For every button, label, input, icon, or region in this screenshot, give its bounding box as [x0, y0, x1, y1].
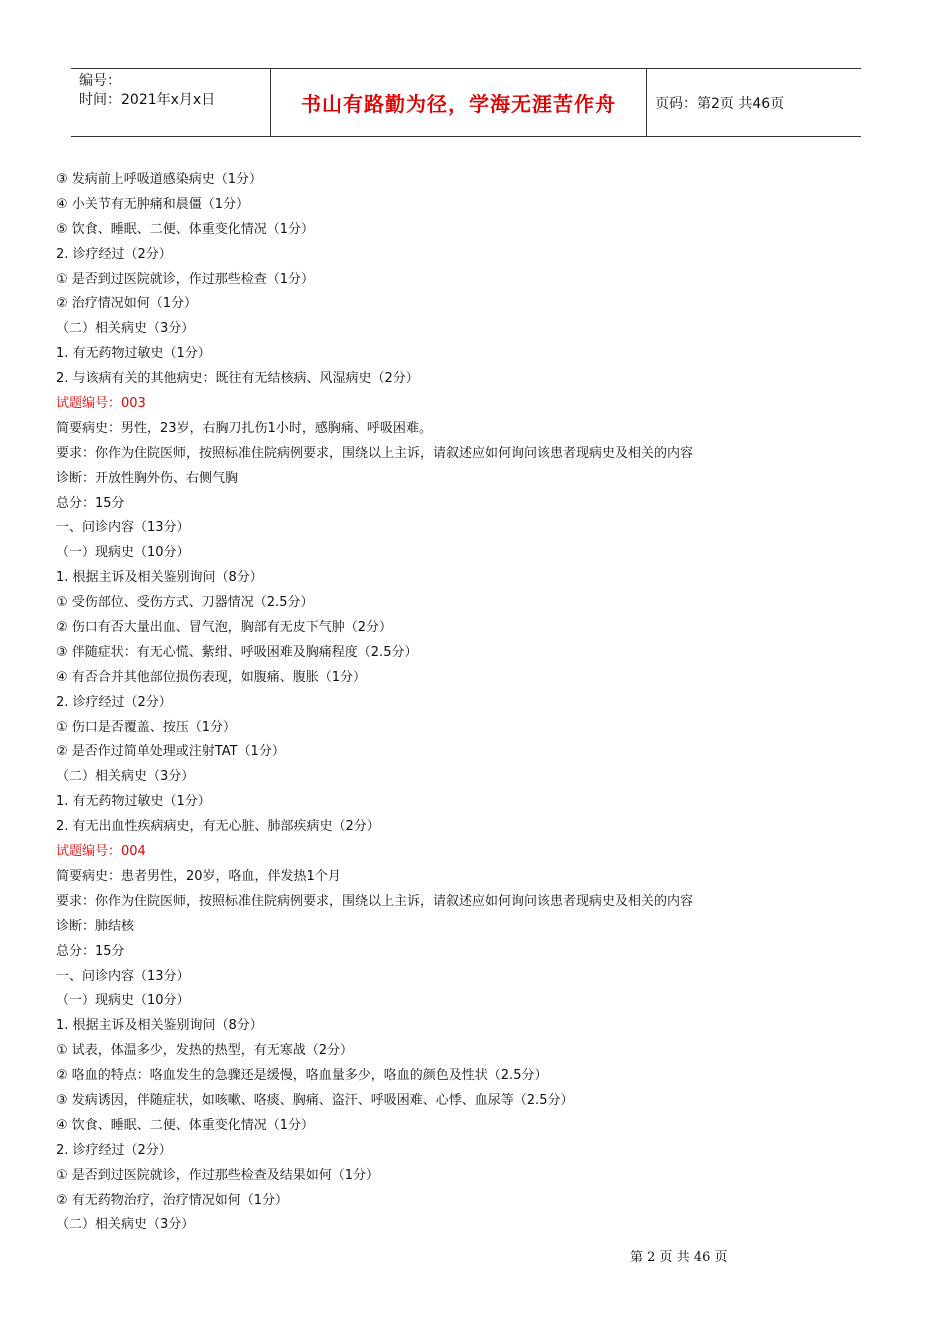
- page-footer: 第 2 页 共 46 页: [630, 1250, 728, 1265]
- text-line: 1. 根据主诉及相关鉴别询问（8分）: [56, 1018, 263, 1034]
- text-line: 简要病史：患者男性，20岁，咯血，伴发热1个月: [56, 868, 341, 884]
- text-line: ① 试表，体温多少，发热的热型，有无寒战（2分）: [56, 1043, 354, 1059]
- header-page-info: 页码：第2页 共46页: [655, 95, 785, 112]
- text-line: ① 是否到过医院就诊，作过那些检查及结果如何（1分）: [56, 1167, 380, 1183]
- text-line: 一、问诊内容（13分）: [56, 968, 190, 984]
- text-line: （二）相关病史（3分）: [56, 321, 195, 337]
- text-line: ② 伤口有否大量出血、冒气泡，胸部有无皮下气肿（2分）: [56, 620, 393, 636]
- text-line: ① 是否到过医院就诊，作过那些检查（1分）: [56, 271, 315, 287]
- text-line: 1. 有无药物过敏史（1分）: [56, 794, 211, 810]
- text-line: 简要病史：男性，23岁，右胸刀扎伤1小时，感胸痛、呼吸困难。: [56, 420, 432, 436]
- text-line: 诊断：肺结核: [56, 918, 135, 934]
- text-line: 要求：你作为住院医师，按照标准住院病例要求，围绕以上主诉，请叙述应如何询问该患者现病史及相关的内容: [56, 445, 694, 461]
- header-meta: [71, 69, 271, 136]
- text-line: 总分：15分: [56, 943, 125, 959]
- text-line: ④ 小关节有无肿痛和晨僵（1分）: [56, 196, 250, 212]
- text-line: （一）现病史（10分）: [56, 545, 190, 561]
- text-line: （二）相关病史（3分）: [56, 1217, 195, 1233]
- text-line: 总分：15分: [56, 495, 125, 511]
- text-line: 1. 根据主诉及相关鉴别询问（8分）: [56, 570, 263, 586]
- document-number: 编号：: [79, 73, 121, 89]
- text-line: 2. 诊疗经过（2分）: [56, 694, 172, 710]
- question-id-heading: 试题编号：004: [56, 844, 146, 860]
- text-line: 要求：你作为住院医师，按照标准住院病例要求，围绕以上主诉，请叙述应如何询问该患者现病史及相关的内容: [56, 893, 694, 909]
- text-line: （一）现病史（10分）: [56, 993, 190, 1009]
- text-line: 1. 有无药物过敏史（1分）: [56, 346, 211, 362]
- text-line: 一、问诊内容（13分）: [56, 520, 190, 536]
- text-line: 2. 诊疗经过（2分）: [56, 246, 172, 262]
- header-motto-cell: [271, 69, 647, 136]
- text-line: 2. 与该病有关的其他病史：既往有无结核病、风湿病史（2分）: [56, 371, 419, 387]
- text-line: ③ 发病前上呼吸道感染病史（1分）: [56, 172, 263, 187]
- text-line: ② 治疗情况如何（1分）: [56, 296, 198, 312]
- header-motto: 书山有路勤为径，学海无涯苦作舟: [301, 92, 616, 116]
- text-line: ② 是否作过简单处理或注射TAT（1分）: [56, 744, 285, 760]
- text-line: ③ 伴随症状：有无心慌、紫绀、呼吸困难及胸痛程度（2.5分）: [56, 644, 418, 660]
- text-line: ④ 有否合并其他部位损伤表现，如腹痛、腹胀（1分）: [56, 669, 367, 685]
- text-line: ③ 发病诱因，伴随症状，如咳嗽、咯痰、胸痛、盗汗、呼吸困难、心悸、血尿等（2.5分）: [56, 1092, 574, 1108]
- text-line: （二）相关病史（3分）: [56, 769, 195, 785]
- text-line: 诊断：开放性胸外伤、右侧气胸: [56, 470, 239, 486]
- text-line: ② 有无药物治疗，治疗情况如何（1分）: [56, 1192, 289, 1208]
- text-line: ① 伤口是否覆盖、按压（1分）: [56, 719, 237, 735]
- document-time: 时间：2021年x月x日: [79, 92, 216, 108]
- text-line: 2. 有无出血性疾病病史，有无心脏、肺部疾病史（2分）: [56, 819, 380, 835]
- text-line: ④ 饮食、睡眠、二便、体重变化情况（1分）: [56, 1117, 315, 1133]
- text-line: 2. 诊疗经过（2分）: [56, 1142, 172, 1158]
- question-id-heading: 试题编号：003: [56, 396, 146, 412]
- text-line: ② 咯血的特点：咯血发生的急骤还是缓慢，咯血量多少，咯血的颜色及性状（2.5分）: [56, 1068, 548, 1084]
- text-line: ① 受伤部位、受伤方式、刀器情况（2.5分）: [56, 595, 314, 611]
- page-header: [71, 68, 861, 137]
- document-body: [56, 168, 876, 1238]
- text-line: ⑤ 饮食、睡眠、二便、体重变化情况（1分）: [56, 221, 315, 237]
